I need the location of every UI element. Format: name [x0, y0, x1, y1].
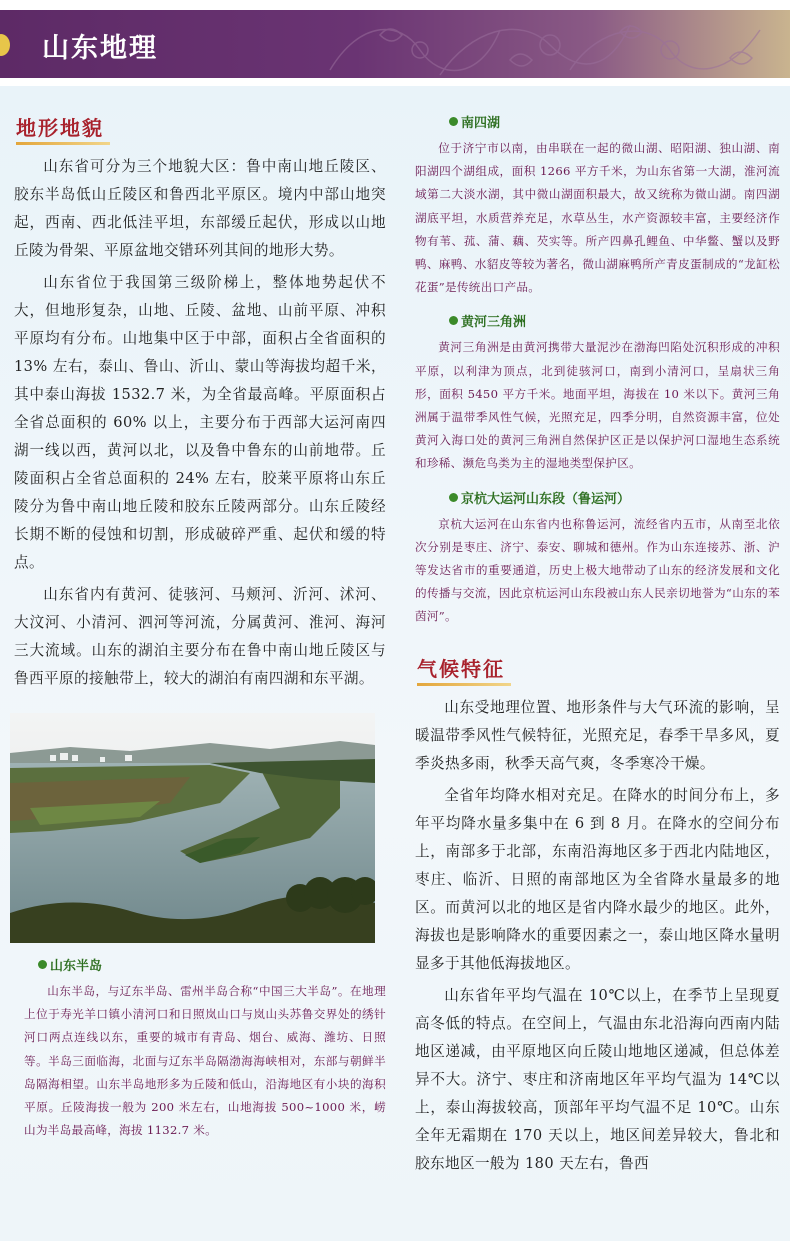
floral-pattern-icon — [320, 10, 790, 78]
terrain-paragraph-2: 山东省位于我国第三级阶梯上，整体地势起伏不大，但地形复杂，山地、丘陵、盆地、山前平原、冲积平原均有分布。山地集中区于中部，面积占全省面积的 13% 左右，泰山、鲁山、沂山、蒙山等海拔均超千米，其中泰山海拔 1532.7 米，为全省最高峰。平原面积占全省总面积的 60% 以上，主要分布于西部大运河南四湖一线以西，黄河以北，以及鲁中鲁东的山前地带。丘陵面积占全省总面积的 24% 左右，胶莱平原将山东丘陵分为鲁中南山地丘陵和胶东丘陵两部分。山东丘陵经长期不断的侵蚀和切割，形成破碎严重、起伏和缓的特点。 — [14, 274, 386, 571]
delta-title: 黄河三角洲 — [461, 315, 527, 331]
nansi-subheading — [449, 112, 780, 131]
canal-text: 京杭大运河在山东省内也称鲁运河，流经省内五市，从南至北依次分别是枣庄、济宁、泰安、聊城和德州。作为山东连接苏、浙、沪等发达省市的重要通道，历史上极大地带动了山东的经济发展和文化的传播与交流，因此京杭运河山东段被山东人民亲切地誉为“山东的苯茵河”。 — [415, 516, 780, 624]
nansi-text: 位于济宁市以南，由串联在一起的微山湖、昭阳湖、独山湖、南阳湖四个湖组成，面积 1266 平方千米，为山东省第一大湖，淮河流域第二大淡水湖，其中微山湖面积最大，故又统称为微山湖。南四湖湖底平坦，水质营养充足，水草丛生，水产资源较丰富，主要经济作物有苇、菰、蒲、藕、芡实等。所产四鼻孔鲤鱼、中华鳖、蟹以及野鸭、麻鸭、水貂皮等较为著名，微山湖麻鸭所产青皮蛋制成的“龙缸松花蛋”是传统出口产品。 — [415, 141, 780, 295]
river-landscape-photo — [10, 713, 375, 943]
bullet-dot-icon — [449, 493, 458, 502]
peninsula-subheading — [38, 955, 386, 974]
canal-subheading — [449, 488, 780, 507]
delta-text: 黄河三角洲是由黄河携带大量泥沙在渤海凹陷处沉积形成的冲积平原，以利津为顶点，北到徒骇河口，南到小清河口，呈扇状三角形，面积 5450 平方千米。地面平坦，海拔在 10 米以下。黄河三角洲属于温带季风性气候，光照充足，四季分明，自然资源丰富，位处黄河入海口处的黄河三角洲自然保护区正是以保护河口湿地生态系统和珍稀、濒危鸟类为主的湿地类型保护区。 — [415, 340, 780, 471]
terrain-paragraph-3: 山东省内有黄河、徒骇河、马颊河、沂河、沭河、大汶河、小清河、泗河等河流，分属黄河、淮河、海河三大流域。山东的湖泊主要分布在鲁中南山地丘陵区与鲁西平原的接触带上，较大的湖泊有南四湖和东平湖。 — [14, 586, 386, 687]
left-column — [14, 100, 386, 1142]
river-landscape-illustration — [10, 713, 375, 943]
climate-paragraph-1: 山东受地理位置、地形条件与大气环流的影响，呈暖温带季风性气候特征，光照充足，春季干旱多风，夏季炎热多雨，秋季天高气爽，冬季寒冷干燥。 — [415, 698, 780, 772]
terrain-paragraph-1: 山东省可分为三个地貌大区：鲁中南山地丘陵区、胶东半岛低山丘陵区和鲁西北平原区。境内中部山地突起，西南、西北低洼平坦，东部缓丘起伏，形成以山地丘陵为骨架、平原盆地交错环列其间的地形大势。 — [14, 158, 386, 259]
canal-title: 京杭大运河山东段（鲁运河） — [461, 491, 631, 507]
nansi-title: 南四湖 — [461, 116, 501, 131]
bullet-dot-icon — [449, 117, 458, 126]
terrain-heading: 地形地貌 — [16, 112, 104, 145]
delta-subheading — [449, 311, 780, 330]
right-column — [415, 100, 780, 1182]
climate-paragraph-2: 全省年均降水相对充足。在降水的时间分布上，多年平均降水量多集中在 6 到 8 月。在降水的空间分布上，南部多于北部，东南沿海地区多于西北内陆地区，枣庄、临沂、日照的南部地区为全省降水量最多的地区。而黄河以北的地区是省内降水最少的地区。此外，海拔也是影响降水的重要因素之一，泰山地区降水量明显多于其他低海拔地区。 — [415, 786, 780, 972]
peninsula-text: 山东半岛，与辽东半岛、雷州半岛合称“中国三大半岛”。在地理上位于寿光羊口镇小清河口和日照岚山口与岚山头苏鲁交界处的绣针河口两点连线以东，重要的城市有青岛、烟台、威海、潍坊、日照等。半岛三面临海，北面与辽东半岛隔渤海海峡相对，东部与朝鲜半岛隔海相望。山东半岛地形多为丘陵和低山，沿海地区有小块的海积平原。丘陵海拔一般为 200 米左右，山地海拔 500~1000 米，崂山为半岛最高峰，海拔 1132.7 米。 — [24, 984, 386, 1138]
bullet-dot-icon — [449, 316, 458, 325]
bullet-dot-icon — [38, 960, 47, 969]
peninsula-title: 山东半岛 — [50, 959, 103, 974]
climate-heading: 气候特征 — [417, 653, 505, 686]
chapter-banner — [0, 10, 790, 78]
banner-bullet-icon — [0, 34, 10, 56]
climate-paragraph-3: 山东省年平均气温在 10℃以上，在季节上呈现夏高冬低的特点。在空间上，气温由东北沿海向西南内陆地区递减，由平原地区向丘陵山地地区递减，但总体差异不大。济宁、枣庄和济南地区年平均气温为 14℃以上，泰山海拔较高，顶部年平均气温不足 10℃。山东全年无霜期在 170 天以上，地区间差异较大，鲁北和胶东地区一般为 180 天左右，鲁西 — [415, 986, 780, 1172]
chapter-title: 山东地理 — [42, 33, 158, 64]
